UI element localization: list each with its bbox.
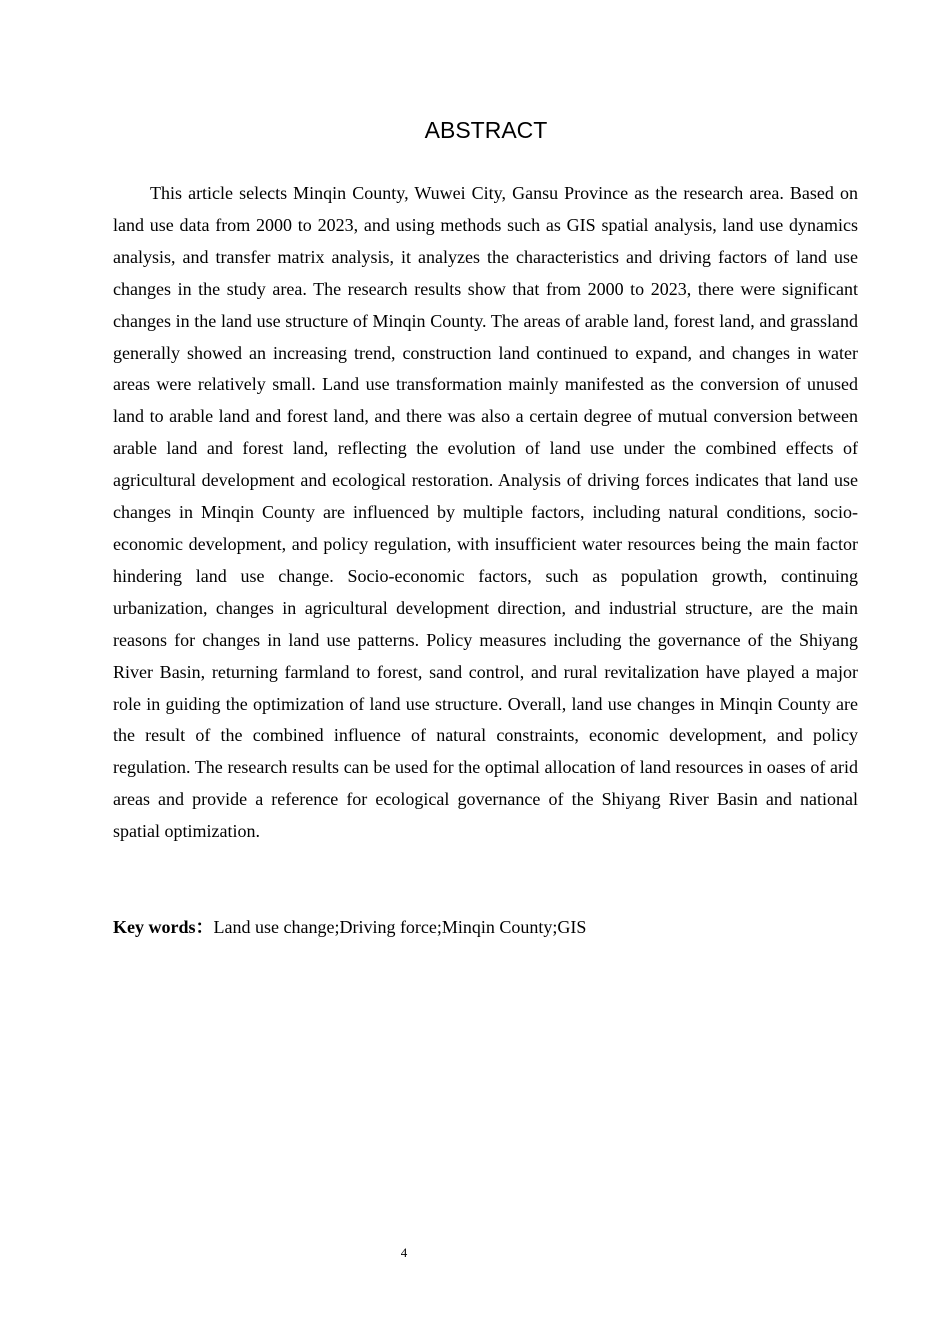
abstract-paragraph: This article selects Minqin County, Wuwei City, Gansu Province as the research area. Based on land use data from 2000 to 2023, and using methods such as GIS spatial analysis, land use dynamics analysis, and transfer matrix analysis, it analyzes the characteristics and driving factors of land use changes in the study area. The research results show that from 2000 to 2023, there were significant changes in the land use structure of Minqin County. The areas of arable land, forest land, and grassland generally showed an increasing trend, construction land continued to expand, and changes in water areas were relatively small. Land use transformation mainly manifested as the conversion of unused land to arable land and forest land, and there was also a certain degree of mutual conversion between arable land and forest land, reflecting the evolution of land use under the combined effects of agricultural development and ecological restoration. Analysis of driving forces indicates that land use changes in Minqin County are influenced by multiple factors, including natural conditions, socio-economic development, and policy regulation, with insufficient water resources being the main factor hindering land use change. Socio-economic factors, such as population growth, continuing urbanization, changes in agricultural development direction, and industrial structure, are the main reasons for changes in land use patterns. Policy measures including the governance of the Shiyang River Basin, returning farmland to forest, sand control, and rural revitalization have played a major role in guiding the optimization of land use structure. Overall, land use changes in Minqin County are the result of the combined influence of natural constraints, economic development, and policy regulation. The research results can be used for the optimal allocation of land resources in oases of arid areas and provide a reference for ecological governance of the Shiyang River Basin and national spatial optimization. — [113, 183, 858, 842]
keywords-line — [113, 912, 858, 943]
page-number: 4 — [400, 1245, 408, 1260]
keywords-value: Land use change;Driving force;Minqin County;GIS — [213, 917, 587, 937]
abstract-heading: ABSTRACT — [424, 117, 548, 143]
keywords-label: Key words： — [113, 917, 214, 937]
